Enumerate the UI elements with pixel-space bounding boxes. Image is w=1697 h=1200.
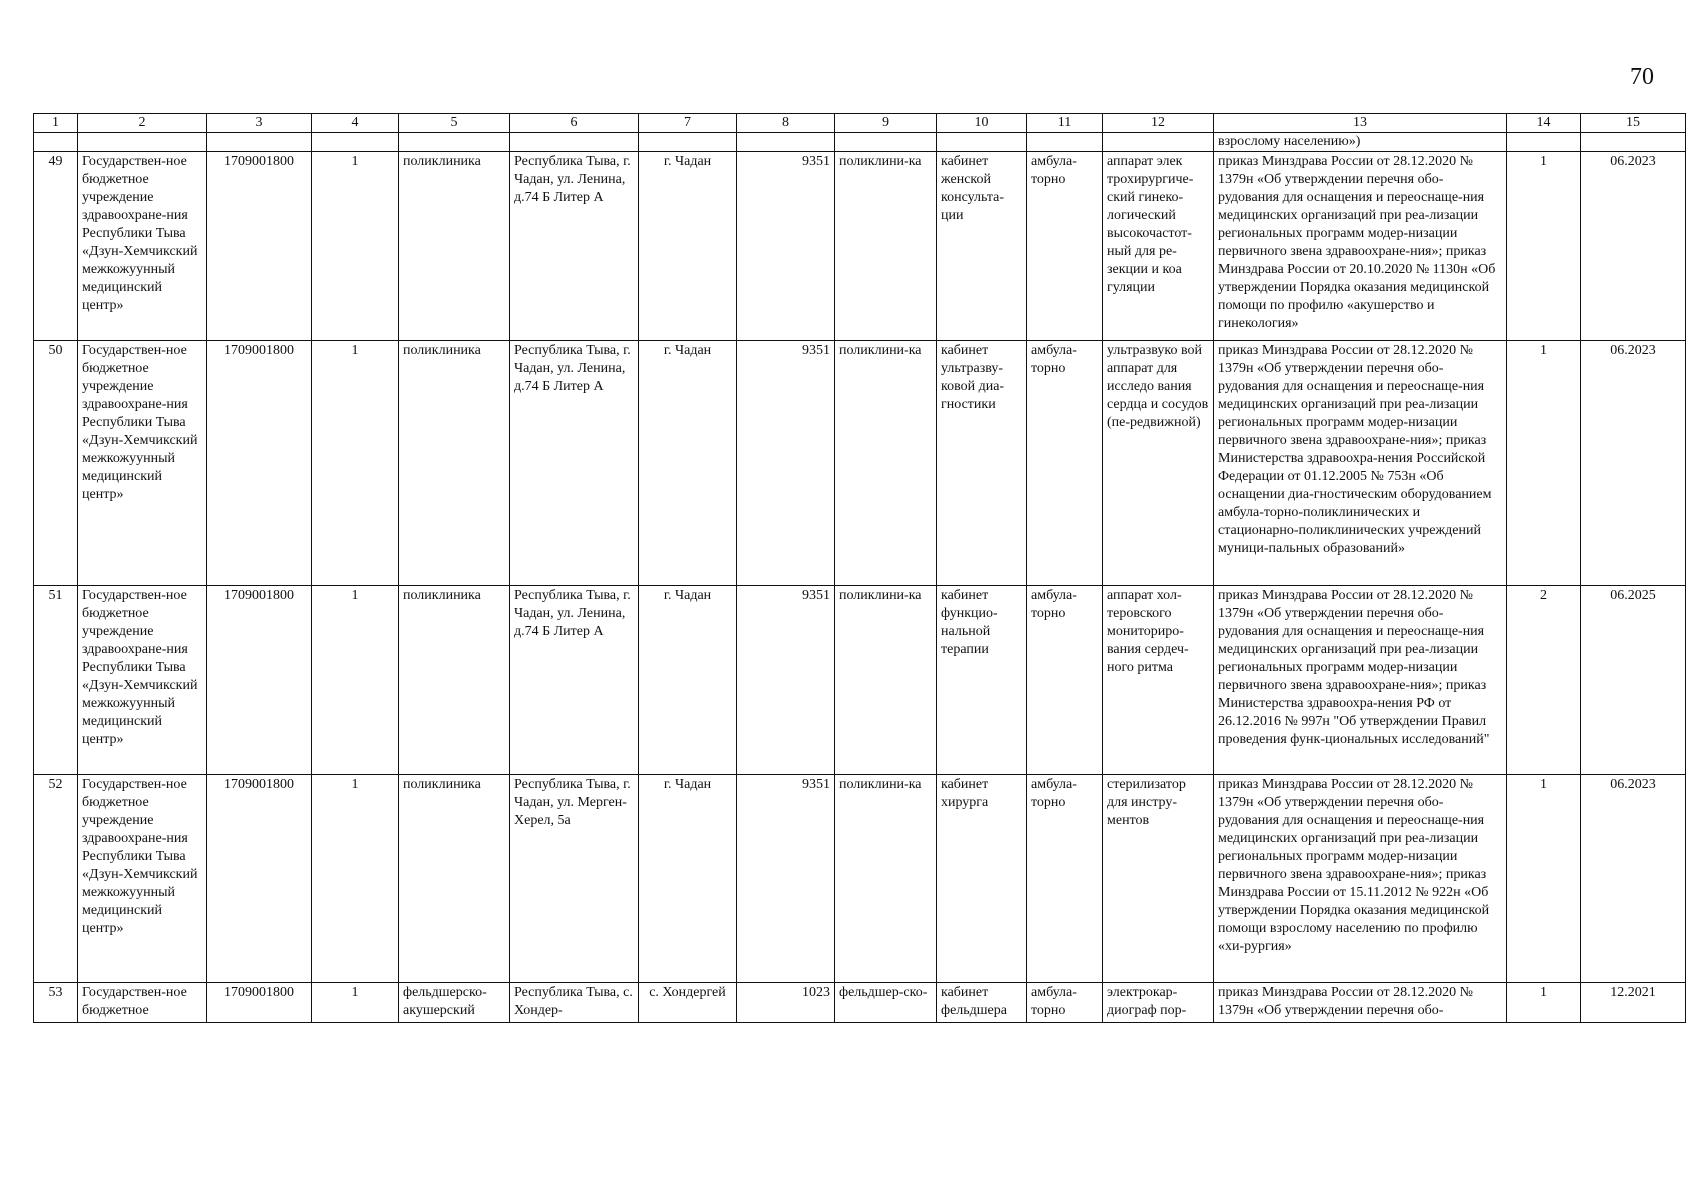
quantity: 1 [312,983,399,1023]
locality-code: 9351 [737,152,835,341]
table-row [34,152,1686,341]
room-name: кабинет фельдшера [937,983,1027,1023]
column-number: 7 [639,114,737,133]
table-body [34,114,1686,1023]
continuation-text: взрослому населению») [1214,133,1507,152]
organization-name: Государствен-ное бюджетное учреждение здравоохране-ния Республики Тыва «Дзун-Хемчикский межкожуунный медицинский центр» [78,586,207,775]
row-number: 52 [34,775,78,983]
table-row [34,586,1686,775]
table-row [34,775,1686,983]
column-number: 14 [1507,114,1581,133]
locality-code: 9351 [737,341,835,586]
column-number: 11 [1027,114,1103,133]
legal-basis: приказ Минздрава России от 28.12.2020 № 1379н «Об утверждении перечня обо-рудования для оснащения и переоснаще-ния медицинских организаций при реа-лизации региональных программ модер-низации первичного звена здравоохране-ния»; приказ Министерства здравоохра-нения Российской Федерации от 01.12.2005 № 753н «Об оснащении диа-гностическим оборудованием амбула-торно-поликлинических и стационарно-поликлинических учреждений муници-пальных образований» [1214,341,1507,586]
continuation-row [34,133,1686,152]
equipment-count: 1 [1507,983,1581,1023]
address: Республика Тыва, г. Чадан, ул. Ленина, д.74 Б Литер А [510,152,639,341]
due-date: 06.2023 [1581,341,1686,586]
unit-type: поликлини-ка [835,775,937,983]
column-number: 13 [1214,114,1507,133]
due-date: 12.2021 [1581,983,1686,1023]
inn-code: 1709001800 [207,341,312,586]
column-number: 12 [1103,114,1214,133]
locality: г. Чадан [639,341,737,586]
locality: г. Чадан [639,586,737,775]
locality: с. Хондергей [639,983,737,1023]
column-number: 2 [78,114,207,133]
locality-code: 9351 [737,586,835,775]
due-date: 06.2025 [1581,586,1686,775]
inn-code: 1709001800 [207,586,312,775]
care-mode: амбула-торно [1027,775,1103,983]
locality-code: 1023 [737,983,835,1023]
legal-basis: приказ Минздрава России от 28.12.2020 № 1379н «Об утверждении перечня обо-рудования для оснащения и переоснаще-ния медицинских организаций при реа-лизации региональных программ модер-низации первичного звена здравоохране-ния»; приказ Министерства здравоохра-нения РФ от 26.12.2016 № 997н "Об утверждении Правил проведения функ-циональных исследований" [1214,586,1507,775]
room-name: кабинет ультразву-ковой диа-гностики [937,341,1027,586]
facility-type: поликлиника [399,586,510,775]
facility-type: поликлиника [399,341,510,586]
column-number: 6 [510,114,639,133]
table-row [34,983,1686,1023]
address: Республика Тыва, г. Чадан, ул. Ленина, д.74 Б Литер А [510,586,639,775]
quantity: 1 [312,586,399,775]
organization-name: Государствен-ное бюджетное учреждение здравоохране-ния Республики Тыва «Дзун-Хемчикский межкожуунный медицинский центр» [78,152,207,341]
equipment-count: 1 [1507,152,1581,341]
room-name: кабинет женской консульта-ции [937,152,1027,341]
legal-basis: приказ Минздрава России от 28.12.2020 № 1379н «Об утверждении перечня обо-рудования для оснащения и переоснаще-ния медицинских организаций при реа-лизации региональных программ модер-низации первичного звена здравоохране-ния»; приказ Минздрава России от 20.10.2020 № 1130н «Об утверждении Порядка оказания медицинской помощи по профилю «акушерство и гинекология» [1214,152,1507,341]
unit-type: поликлини-ка [835,341,937,586]
row-number: 50 [34,341,78,586]
column-number: 8 [737,114,835,133]
quantity: 1 [312,152,399,341]
room-name: кабинет хирурга [937,775,1027,983]
address: Республика Тыва, г. Чадан, ул. Ленина, д.74 Б Литер А [510,341,639,586]
equipment-table [33,113,1686,1023]
organization-name: Государствен-ное бюджетное [78,983,207,1023]
equipment-name: ультразвуко вой аппарат для исследо вания сердца и сосудов (пе-редвижной) [1103,341,1214,586]
equipment-name: аппарат хол-теровского мониториро-вания сердеч-ного ритма [1103,586,1214,775]
address: Республика Тыва, с. Хондер- [510,983,639,1023]
care-mode: амбула-торно [1027,586,1103,775]
locality: г. Чадан [639,152,737,341]
facility-type: поликлиника [399,775,510,983]
legal-basis: приказ Минздрава России от 28.12.2020 № 1379н «Об утверждении перечня обо-рудования для оснащения и переоснаще-ния медицинских организаций при реа-лизации региональных программ модер-низации первичного звена здравоохране-ния»; приказ Минздрава России от 15.11.2012 № 922н «Об утверждении Порядка оказания медицинской помощи взрослому населению по профилю «хи-рургия» [1214,775,1507,983]
inn-code: 1709001800 [207,983,312,1023]
locality-code: 9351 [737,775,835,983]
equipment-name: электрокар-диограф пор- [1103,983,1214,1023]
equipment-count: 1 [1507,775,1581,983]
column-number: 3 [207,114,312,133]
facility-type: поликлиника [399,152,510,341]
organization-name: Государствен-ное бюджетное учреждение здравоохране-ния Республики Тыва «Дзун-Хемчикский межкожуунный медицинский центр» [78,341,207,586]
column-number: 10 [937,114,1027,133]
inn-code: 1709001800 [207,775,312,983]
locality: г. Чадан [639,775,737,983]
equipment-name: стерилизатор для инстру-ментов [1103,775,1214,983]
care-mode: амбула-торно [1027,152,1103,341]
equipment-count: 1 [1507,341,1581,586]
page-number: 70 [1630,64,1654,90]
room-name: кабинет функцио-нальной терапии [937,586,1027,775]
care-mode: амбула-торно [1027,983,1103,1023]
organization-name: Государствен-ное бюджетное учреждение здравоохране-ния Республики Тыва «Дзун-Хемчикский межкожуунный медицинский центр» [78,775,207,983]
row-number: 51 [34,586,78,775]
column-number-row [34,114,1686,133]
row-number: 49 [34,152,78,341]
column-number: 9 [835,114,937,133]
inn-code: 1709001800 [207,152,312,341]
unit-type: поликлини-ка [835,152,937,341]
table-row [34,341,1686,586]
legal-basis: приказ Минздрава России от 28.12.2020 № 1379н «Об утверждении перечня обо- [1214,983,1507,1023]
quantity: 1 [312,341,399,586]
address: Республика Тыва, г. Чадан, ул. Мерген-Херел, 5а [510,775,639,983]
column-number: 5 [399,114,510,133]
unit-type: фельдшер-ско- [835,983,937,1023]
facility-type: фельдшерско-акушерский [399,983,510,1023]
due-date: 06.2023 [1581,775,1686,983]
column-number: 15 [1581,114,1686,133]
care-mode: амбула-торно [1027,341,1103,586]
quantity: 1 [312,775,399,983]
column-number: 1 [34,114,78,133]
row-number: 53 [34,983,78,1023]
unit-type: поликлини-ка [835,586,937,775]
due-date: 06.2023 [1581,152,1686,341]
column-number: 4 [312,114,399,133]
equipment-count: 2 [1507,586,1581,775]
equipment-name: аппарат элек трохирургиче-ский гинеко-логический высокочастот-ный для ре-зекции и коа гуляции [1103,152,1214,341]
